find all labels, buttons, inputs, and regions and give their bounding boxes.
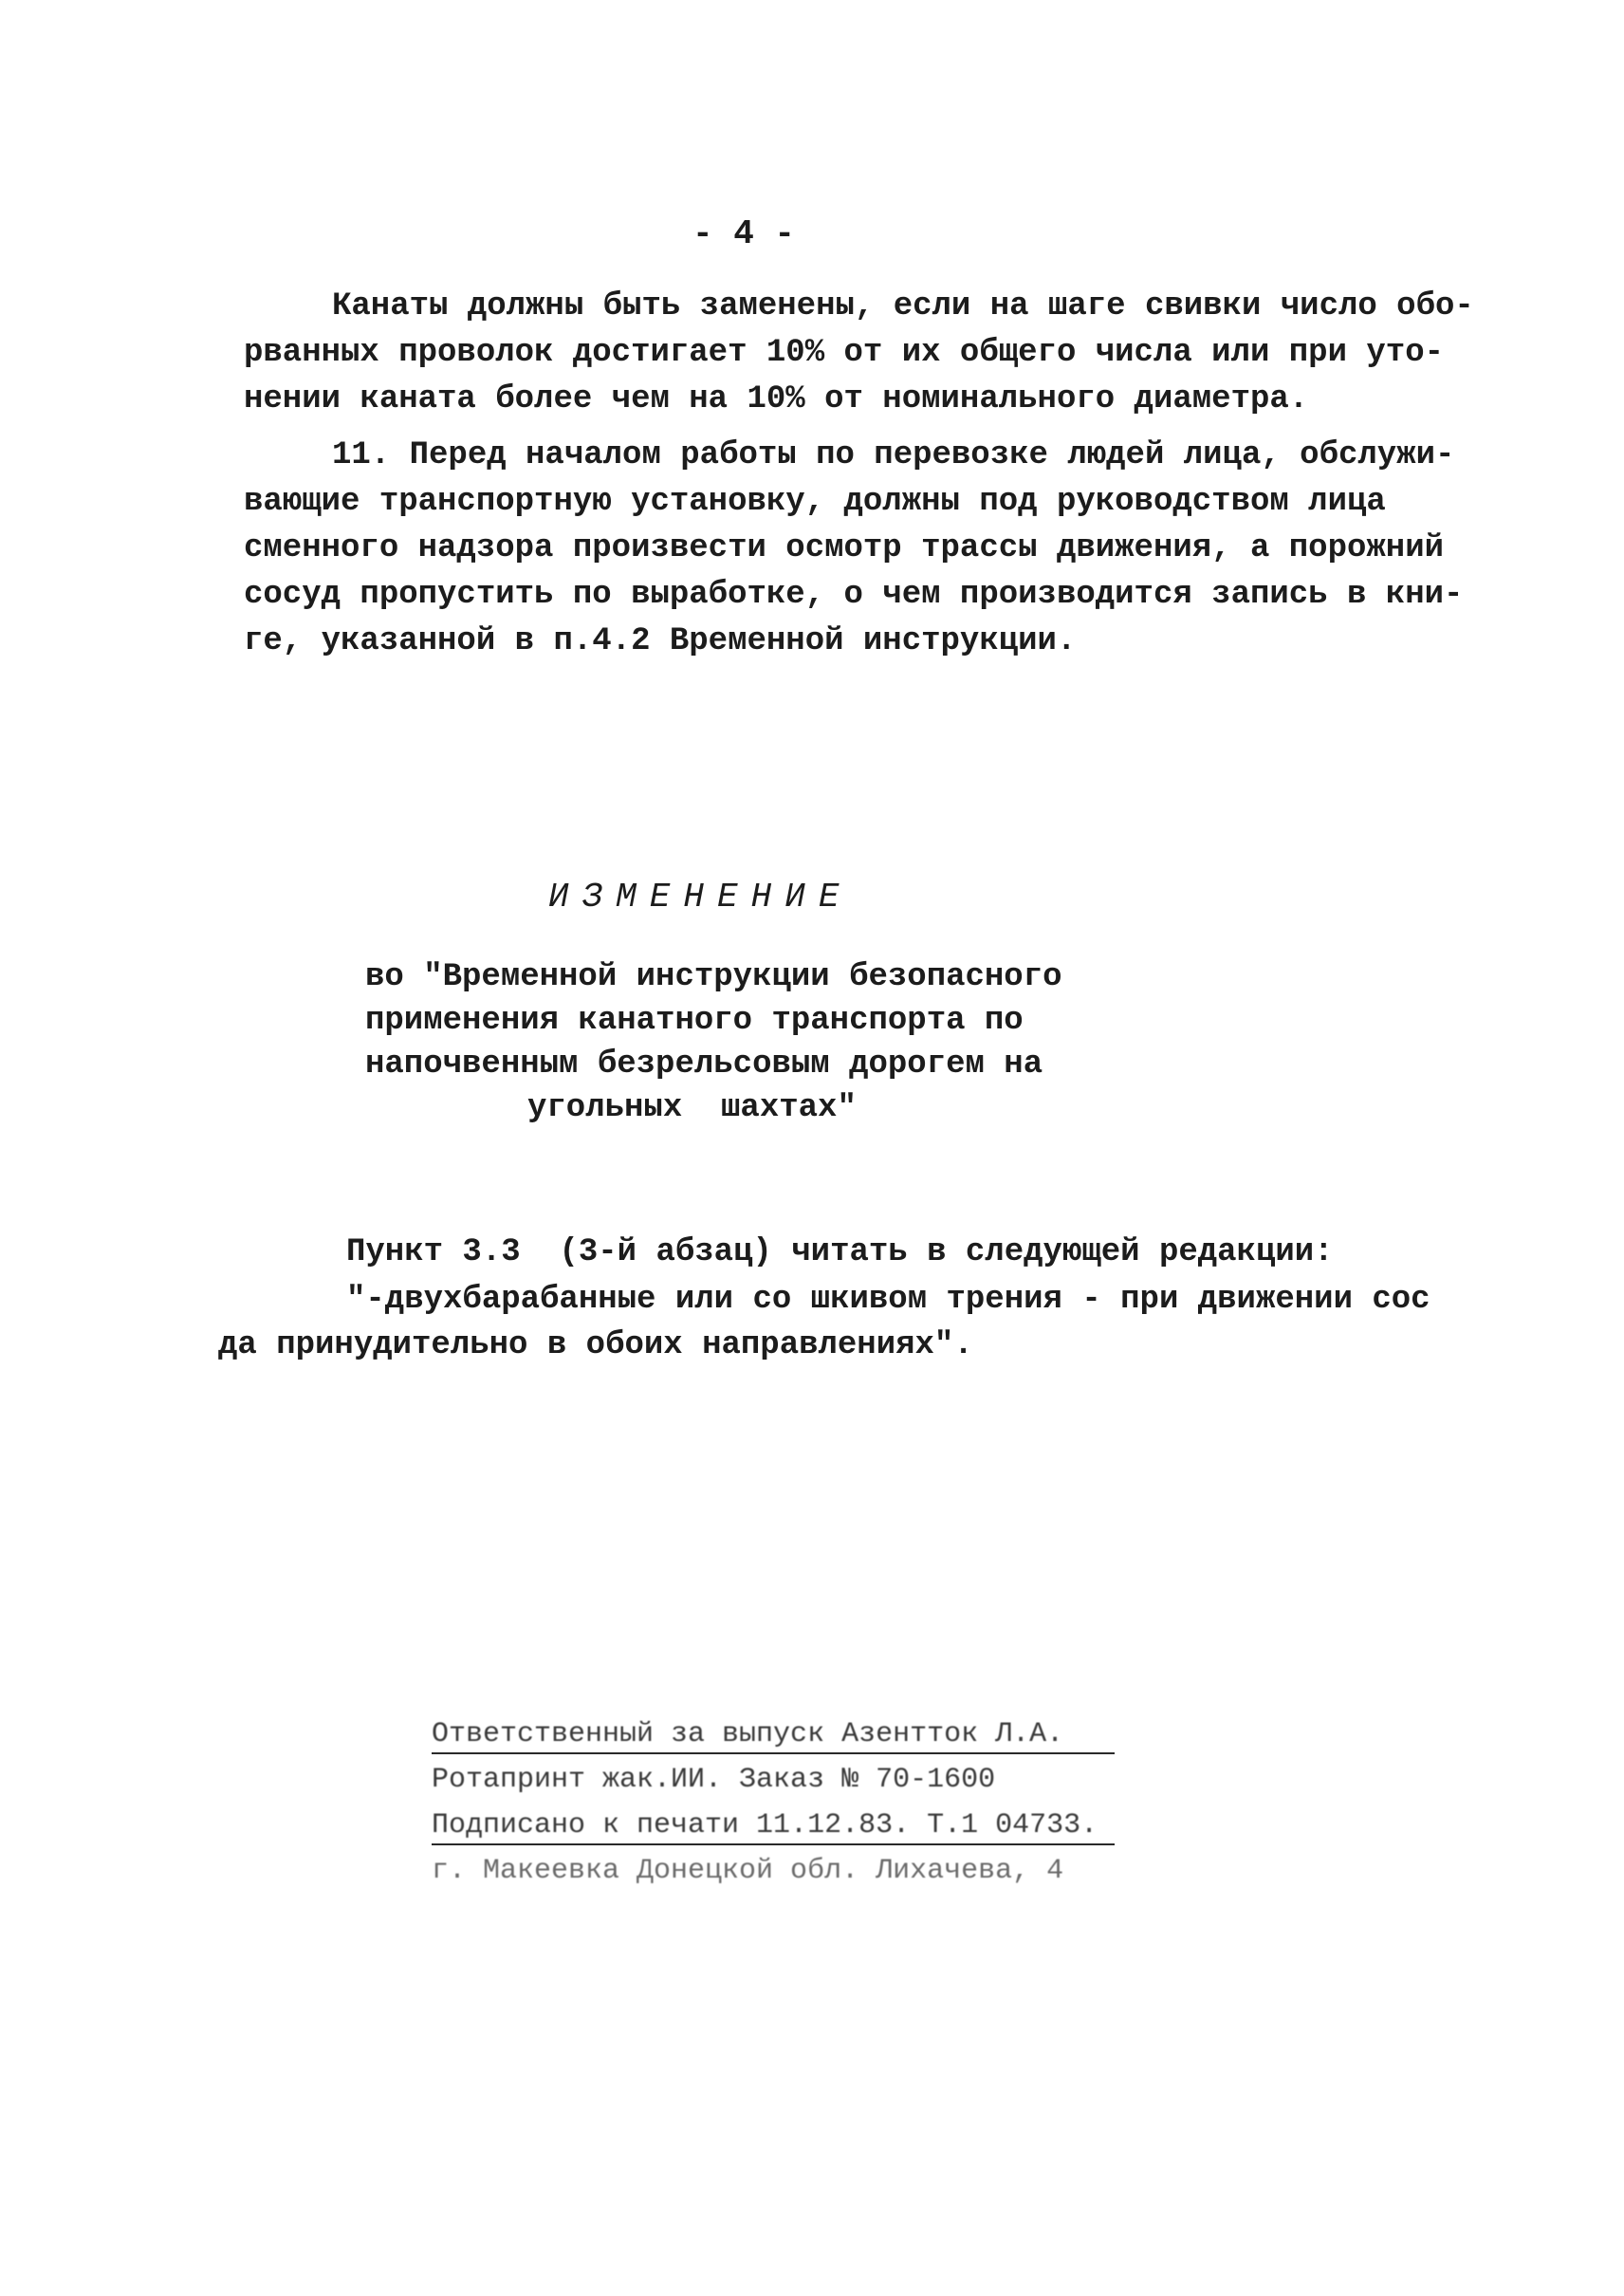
clause-intro: Пункт 3.3 (3-й абзац) читать в следующей редакции: [346,1234,1334,1270]
imprint-line-3: Подписано к печати 11.12.83. Т.1 04733. [432,1809,1098,1842]
paragraph1-line-3: нении каната более чем на 10% от номинального диаметра. [244,381,1309,417]
amendment-title-line-4: угольных шахтах" [527,1090,857,1126]
amendment-title-line-1: во "Временной инструкции безопасного [365,959,1062,995]
paragraph2-line-5: ге, указанной в п.4.2 Временной инструкции. [244,623,1077,659]
page-number: - 4 - [692,214,796,253]
paragraph2-line-4: сосуд пропустить по выработке, о чем производится запись в кни- [244,577,1464,613]
clause-text-line-1: "-двухбарабанные или со шкивом трения - при движении сос [346,1282,1430,1318]
clause-text-line-2: да принудительно в обоих направлениях". [218,1327,973,1363]
paragraph2-line-3: сменного надзора произвести осмотр трассы движения, а порожний [244,530,1445,566]
amendment-title-line-3: напочвенным безрельсовым дорогем на [365,1046,1043,1083]
amendment-heading: ИЗМЕНЕНИЕ [548,878,853,917]
paragraph2-line-2: вающие транспортную установку, должны под руководством лица [244,484,1386,520]
imprint-line-4: г. Макеевка Донецкой обл. Лихачева, 4 [432,1855,1064,1887]
imprint-underline-3 [432,1843,1115,1845]
imprint-underline-1 [432,1752,1115,1754]
paragraph1-line-1: Канаты должны быть заменены, если на шаге свивки число обо- [332,288,1474,324]
imprint-line-1: Ответственный за выпуск Азентток Л.А. [432,1718,1064,1750]
imprint-line-2: Ротапринт жак.ИИ. Заказ № 70-1600 [432,1764,996,1796]
amendment-title-line-2: применения канатного транспорта по [365,1003,1024,1039]
paragraph1-line-2: рванных проволок достигает 10% от их общего числа или при уто- [244,335,1445,371]
paragraph2-line-1: 11. Перед началом работы по перевозке людей лица, обслужи- [332,437,1455,473]
